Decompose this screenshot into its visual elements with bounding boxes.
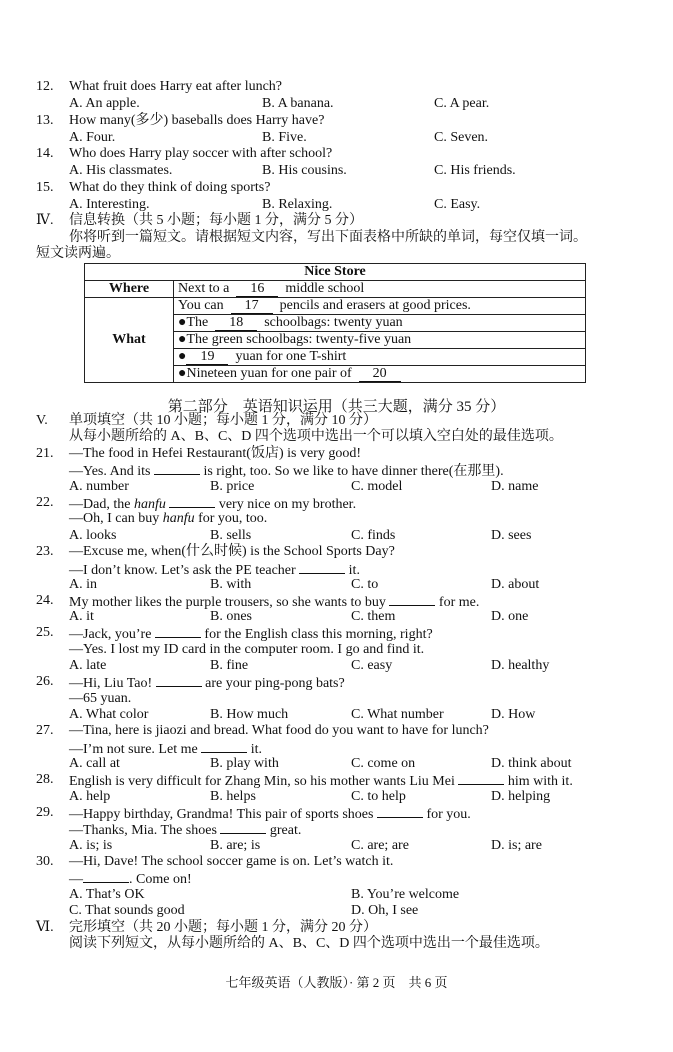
answer-blank — [156, 674, 202, 687]
option-c: C. His friends. — [434, 163, 516, 178]
question-line: My mother likes the purple trousers, so she wants to buy for me. — [69, 595, 480, 610]
option-c: C. to — [351, 577, 379, 592]
option-b: B. You’re welcome — [351, 887, 460, 902]
answer-blank-19: 19 — [186, 350, 228, 365]
option-a: A. An apple. — [69, 96, 140, 111]
option-d: D. think about — [491, 756, 572, 771]
question-number: 26. — [36, 674, 54, 689]
option-a: A. late — [69, 658, 107, 673]
table-cell: ●The green schoolbags: twenty-five yuan — [174, 332, 586, 349]
option-c: C. to help — [351, 789, 406, 804]
option-d: D. How — [491, 707, 536, 722]
option-c: C. easy — [351, 658, 393, 673]
part-2-title: 第二部分 英语知识运用（共三大题，满分 35 分） — [167, 399, 506, 415]
section-number: Ⅳ. — [36, 213, 54, 228]
option-a: A. in — [69, 577, 97, 592]
question-line: —Oh, I can buy hanfu for you, too. — [69, 511, 268, 526]
option-b: B. with — [210, 577, 252, 592]
option-a: A. help — [69, 789, 111, 804]
option-d: D. name — [491, 479, 539, 494]
question-line: —The food in Hefei Restaurant(饭店) is very good! — [69, 446, 361, 461]
question-line: —Thanks, Mia. The shoes great. — [69, 823, 302, 838]
option-a: A. call at — [69, 756, 120, 771]
question-stem: What fruit does Harry eat after lunch? — [69, 79, 283, 94]
option-c: C. A pear. — [434, 96, 490, 111]
question-number: 28. — [36, 772, 54, 787]
question-number: 13. — [36, 113, 54, 128]
table-cell: Next to a 16 middle school — [174, 281, 586, 298]
option-a: A. looks — [69, 528, 117, 543]
question-number: 12. — [36, 79, 54, 94]
question-line: —Happy birthday, Grandma! This pair of sports shoes for you. — [69, 807, 471, 822]
answer-blank — [155, 625, 201, 638]
table-cell: You can 17 pencils and erasers at good prices. — [174, 298, 586, 315]
section-instruction: 从每小题所给的 A、B、C、D 四个选项中选出一个可以填入空白处的最佳选项。 — [69, 429, 563, 444]
question-number: 14. — [36, 146, 54, 161]
option-c: C. come on — [351, 756, 416, 771]
table-cell: ● 19 yuan for one T-shirt — [174, 349, 586, 366]
option-a: A. That’s OK — [69, 887, 145, 902]
option-a: A. Interesting. — [69, 197, 150, 212]
section-number: Ⅵ. — [36, 920, 54, 935]
question-number: 24. — [36, 593, 54, 608]
question-line: —Hi, Liu Tao! are your ping-pong bats? — [69, 676, 345, 691]
option-c: C. Easy. — [434, 197, 481, 212]
table-row — [85, 298, 586, 315]
option-d: D. about — [491, 577, 540, 592]
table-row — [85, 264, 586, 281]
question-stem: Who does Harry play soccer with after school? — [69, 146, 333, 161]
option-a: A. is; is — [69, 838, 113, 853]
answer-blank-16: 16 — [236, 282, 278, 297]
option-a: A. What color — [69, 707, 149, 722]
option-b: B. play with — [210, 756, 279, 771]
option-d: D. helping — [491, 789, 551, 804]
question-number: 21. — [36, 446, 54, 461]
section-instruction-cont: 短文读两遍。 — [36, 246, 120, 261]
answer-blank-18: 18 — [215, 316, 257, 331]
table-row — [85, 281, 586, 298]
section-title: 信息转换（共 5 小题；每小题 1 分，满分 5 分） — [69, 213, 363, 228]
table-cell: ●Nineteen yuan for one pair of 20 — [174, 366, 586, 383]
option-c: C. finds — [351, 528, 396, 543]
answer-blank — [389, 593, 435, 606]
table-header: Nice Store — [85, 264, 586, 281]
question-number: 27. — [36, 723, 54, 738]
question-line: — . Come on! — [69, 872, 192, 887]
option-b: B. helps — [210, 789, 256, 804]
question-line: —Yes. And its is right, too. So we like to have dinner there(在那里). — [69, 464, 504, 479]
question-number: 30. — [36, 854, 54, 869]
option-b: B. Relaxing. — [262, 197, 333, 212]
option-d: D. Oh, I see — [351, 903, 419, 918]
where-label: Where — [85, 281, 174, 298]
option-d: D. one — [491, 609, 529, 624]
option-b: B. fine — [210, 658, 249, 673]
section-title: 完形填空（共 20 小题；每小题 1 分，满分 20 分） — [69, 920, 377, 935]
answer-blank-20: 20 — [359, 367, 401, 382]
option-b: B. sells — [210, 528, 252, 543]
option-b: B. price — [210, 479, 255, 494]
option-a: A. Four. — [69, 130, 116, 145]
option-a: A. His classmates. — [69, 163, 173, 178]
what-label: What — [85, 298, 174, 383]
question-number: 23. — [36, 544, 54, 559]
option-b: B. His cousins. — [262, 163, 347, 178]
option-b: B. Five. — [262, 130, 307, 145]
option-c: C. That sounds good — [69, 903, 185, 918]
answer-blank — [169, 495, 215, 508]
answer-blank — [83, 870, 129, 883]
question-line: —Jack, you’re for the English class this morning, right? — [69, 627, 433, 642]
question-number: 29. — [36, 805, 54, 820]
answer-blank — [458, 772, 504, 785]
question-line: —Yes. I lost my ID card in the computer room. I go and find it. — [69, 642, 425, 657]
question-line: —Dad, the hanfu very nice on my brother. — [69, 497, 357, 512]
answer-blank — [299, 561, 345, 574]
question-number: 22. — [36, 495, 54, 510]
option-c: C. them — [351, 609, 396, 624]
answer-blank — [154, 462, 200, 475]
answer-blank — [377, 805, 423, 818]
section-instruction: 阅读下列短文，从每小题所给的 A、B、C、D 四个选项中选出一个最佳选项。 — [69, 936, 549, 951]
option-a: A. number — [69, 479, 129, 494]
option-d: D. sees — [491, 528, 532, 543]
section-number: V. — [36, 413, 48, 428]
option-d: D. healthy — [491, 658, 550, 673]
nice-store-table — [84, 263, 586, 383]
question-line: —Hi, Dave! The school soccer game is on. Let’s watch it. — [69, 854, 394, 869]
option-b: B. How much — [210, 707, 289, 722]
question-number: 25. — [36, 625, 54, 640]
question-line: English is very difficult for Zhang Min, so his mother wants Liu Mei him with it. — [69, 774, 573, 789]
answer-blank-17: 17 — [231, 299, 273, 314]
option-b: B. ones — [210, 609, 252, 624]
question-line: —Excuse me, when(什么时候) is the School Sports Day? — [69, 544, 395, 559]
question-stem: How many(多少) baseballs does Harry have? — [69, 113, 325, 128]
question-line: —I’m not sure. Let me it. — [69, 742, 262, 757]
option-c: C. model — [351, 479, 403, 494]
option-c: C. are; are — [351, 838, 409, 853]
page-footer: 七年级英语（人教版）· 第 2 页 共 6 页 — [225, 975, 448, 990]
question-line: —Tina, here is jiaozi and bread. What food do you want to have for lunch? — [69, 723, 489, 738]
answer-blank — [201, 740, 247, 753]
question-stem: What do they think of doing sports? — [69, 180, 271, 195]
question-line: —65 yuan. — [69, 691, 132, 706]
answer-blank — [220, 821, 266, 834]
option-a: A. it — [69, 609, 94, 624]
question-line: —I don’t know. Let’s ask the PE teacher it. — [69, 563, 360, 578]
table-cell: ●The 18 schoolbags: twenty yuan — [174, 315, 586, 332]
question-number: 15. — [36, 180, 54, 195]
option-c: C. What number — [351, 707, 444, 722]
option-c: C. Seven. — [434, 130, 489, 145]
section-instruction: 你将听到一篇短文。请根据短文内容，写出下面表格中所缺的单词，每空仅填一词。 — [69, 230, 587, 245]
option-d: D. is; are — [491, 838, 542, 853]
option-b: B. are; is — [210, 838, 261, 853]
option-b: B. A banana. — [262, 96, 334, 111]
section-title: 单项填空（共 10 小题；每小题 1 分，满分 10 分） — [69, 413, 377, 428]
